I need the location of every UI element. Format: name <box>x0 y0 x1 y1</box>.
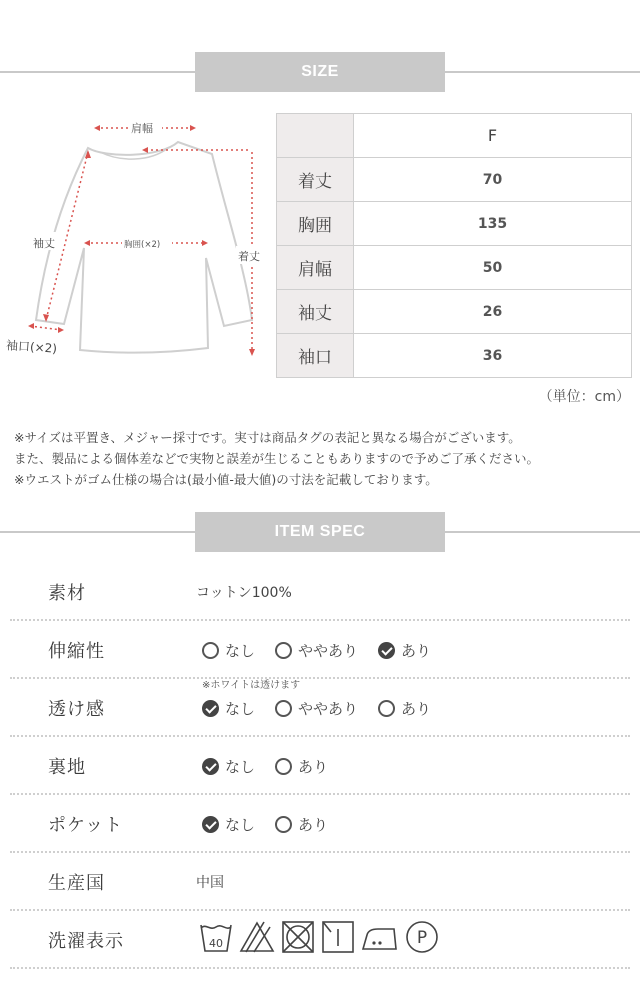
option-yes <box>275 814 328 835</box>
row-label: 袖口 <box>277 334 354 378</box>
spec-label: ポケット <box>48 815 124 836</box>
lining-options <box>202 737 348 795</box>
option-none <box>202 640 255 661</box>
row-label: 肩幅 <box>277 246 354 290</box>
spec-label: 伸縮性 <box>48 641 105 662</box>
unit-label: （単位：cm） <box>538 389 630 405</box>
sheer-options <box>202 679 451 737</box>
row-value: 50 <box>354 246 632 290</box>
care-icons <box>198 919 444 955</box>
diagram-sleeve-label: 袖丈 <box>33 237 55 250</box>
row-value: 36 <box>354 334 632 378</box>
size-table-corner <box>277 114 354 158</box>
radio-unchecked-icon <box>275 642 292 659</box>
diagram-length-label: 着丈 <box>238 250 260 263</box>
radio-unchecked-icon <box>275 816 292 833</box>
size-table <box>276 113 632 378</box>
row-label: 着丈 <box>277 158 354 202</box>
option-label: あり <box>401 699 432 718</box>
table-row <box>277 158 632 202</box>
spec-section-header <box>0 512 640 552</box>
option-slight <box>275 640 358 661</box>
table-row <box>277 246 632 290</box>
spec-label: 裏地 <box>48 757 86 778</box>
option-label: あり <box>401 641 432 660</box>
row-label: 袖丈 <box>277 290 354 334</box>
line-dry-icon <box>320 919 356 955</box>
row-label: 胸囲 <box>277 202 354 246</box>
row-value: 135 <box>354 202 632 246</box>
spec-label: 透け感 <box>48 699 105 720</box>
diagram-chest-label: 胸囲(×2) <box>124 240 161 250</box>
radio-checked-icon <box>202 758 219 775</box>
row-value: 26 <box>354 290 632 334</box>
option-label: なし <box>225 757 256 776</box>
diagram-shoulder-label: 肩幅 <box>131 122 153 135</box>
note-line: ※サイズは平置き、メジャー採寸です。実寸は商品タグの表記と異なる場合がございます。 <box>14 430 521 445</box>
sheer-note: ※ホワイトは透けます <box>202 680 301 691</box>
spec-row-origin <box>10 853 630 911</box>
spec-section-title: ITEM SPEC <box>195 512 445 552</box>
spec-row-material <box>10 563 630 621</box>
option-label: なし <box>225 641 256 660</box>
option-none <box>202 814 255 835</box>
size-column-header: F <box>354 114 632 158</box>
radio-checked-icon <box>202 816 219 833</box>
iron-low-icon <box>360 919 400 955</box>
size-section-header <box>0 52 640 92</box>
spec-row-pocket <box>10 795 630 853</box>
row-value: 70 <box>354 158 632 202</box>
spec-row-lining <box>10 737 630 795</box>
spec-label: 洗濯表示 <box>48 931 124 952</box>
table-row <box>277 334 632 378</box>
option-label: あり <box>298 757 329 776</box>
size-section-title: SIZE <box>195 52 445 92</box>
option-yes <box>275 756 328 777</box>
origin-value: 中国 <box>196 875 224 891</box>
option-label: あり <box>298 815 329 834</box>
spec-label: 生産国 <box>48 873 105 894</box>
pocket-options <box>202 795 348 853</box>
option-label: ややあり <box>298 641 359 660</box>
diagram-cuff-label: 袖口(×2) <box>5 338 58 356</box>
dotted-divider <box>10 967 630 969</box>
spec-row-sheer <box>10 679 630 737</box>
size-table-header-row <box>277 114 632 158</box>
radio-checked-icon <box>378 642 395 659</box>
radio-unchecked-icon <box>378 700 395 717</box>
table-row <box>277 290 632 334</box>
material-value: コットン100% <box>196 585 292 601</box>
tumble-dry-prohibited-icon <box>280 919 316 955</box>
option-yes <box>378 640 431 661</box>
option-none <box>202 756 255 777</box>
svg-text:P: P <box>416 928 428 948</box>
dry-clean-p-icon <box>404 919 440 955</box>
size-notes <box>14 427 539 490</box>
option-label: なし <box>225 699 256 718</box>
stretch-options <box>202 621 451 679</box>
radio-unchecked-icon <box>202 642 219 659</box>
bleach-prohibited-icon <box>238 919 276 955</box>
radio-checked-icon <box>202 700 219 717</box>
note-line: ※ウエストがゴム仕様の場合は(最小値-最大値)の寸法を記載しております。 <box>14 472 438 487</box>
radio-unchecked-icon <box>275 758 292 775</box>
spec-label: 素材 <box>48 583 86 604</box>
table-row <box>277 202 632 246</box>
wash-40-icon <box>198 919 234 955</box>
option-slight <box>275 698 358 719</box>
note-line: また、製品による個体差などで実物と誤差が生じることもありますので予めご了承ください。 <box>14 451 540 466</box>
option-yes <box>378 698 431 719</box>
spec-row-stretch <box>10 621 630 679</box>
option-label: なし <box>225 815 256 834</box>
wash-temp-label: 40 <box>209 937 223 950</box>
radio-unchecked-icon <box>275 700 292 717</box>
option-label: ややあり <box>298 699 359 718</box>
option-none <box>202 698 255 719</box>
